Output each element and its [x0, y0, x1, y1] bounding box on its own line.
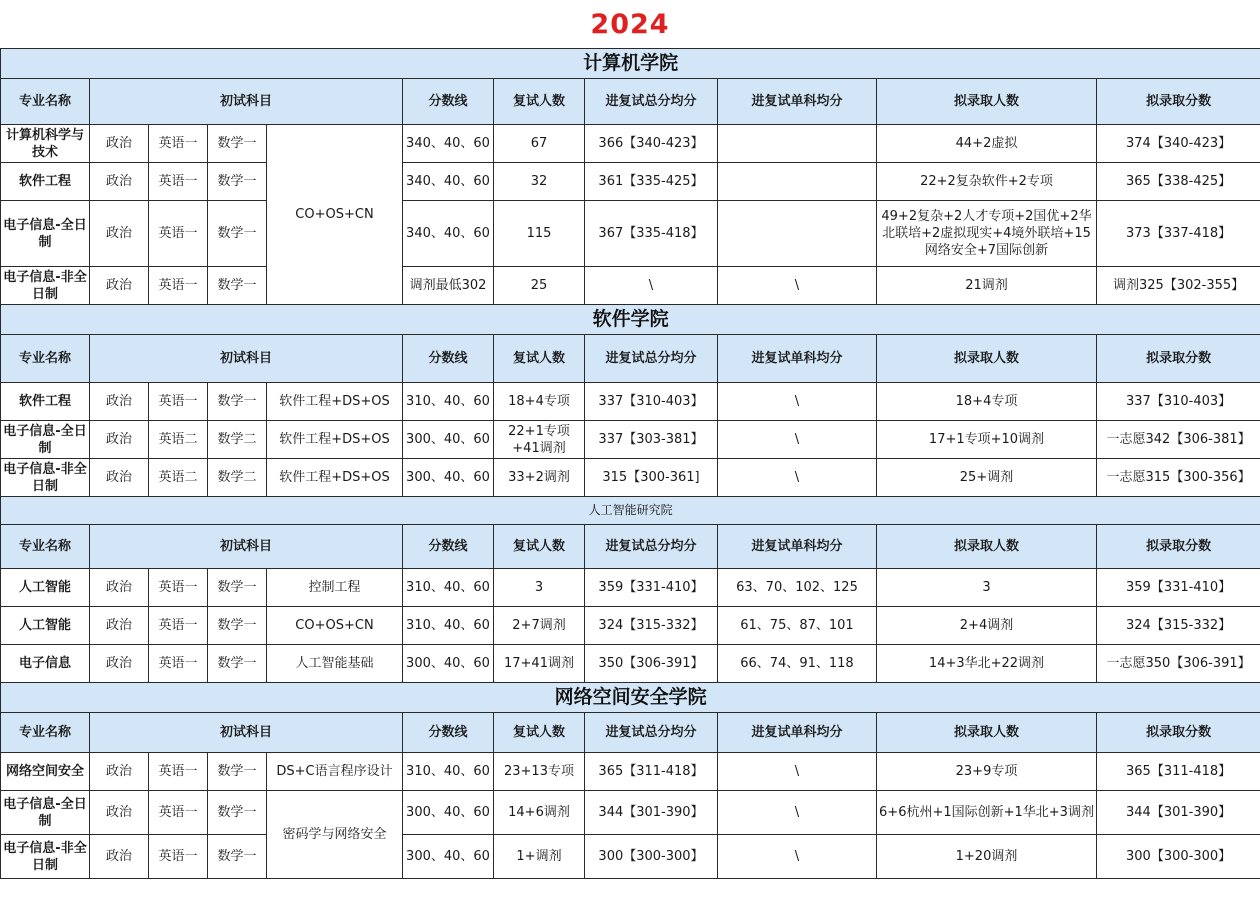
header-retest-avg-single: 进复试单科均分: [718, 335, 877, 383]
cutoff-score: 310、40、60: [403, 383, 494, 421]
header-admit-score: 拟录取分数: [1097, 713, 1260, 753]
header-subjects: 初试科目: [90, 335, 403, 383]
header-retest-avg-total: 进复试总分均分: [585, 713, 718, 753]
table-row: [1, 421, 1260, 459]
subject-politics: 政治: [90, 383, 149, 421]
subject-math: 数学一: [208, 383, 267, 421]
retest-avg-single: 66、74、91、118: [718, 645, 877, 683]
admit-count: 17+1专项+10调剂: [877, 421, 1097, 459]
header-cutoff: 分数线: [403, 79, 494, 125]
admit-score: 324【315-332】: [1097, 607, 1260, 645]
subject-math: 数学一: [208, 607, 267, 645]
retest-count: 1+调剂: [494, 835, 585, 879]
retest-count: 3: [494, 569, 585, 607]
retest-avg-total: 366【340-423】: [585, 125, 718, 163]
major-name: 电子信息-非全日制: [1, 835, 90, 879]
table-row: [1, 459, 1260, 497]
admit-score: 359【331-410】: [1097, 569, 1260, 607]
header-retest-avg-total: 进复试总分均分: [585, 79, 718, 125]
header-cutoff: 分数线: [403, 525, 494, 569]
subject-english: 英语一: [149, 163, 208, 201]
retest-count: 115: [494, 201, 585, 267]
admit-count: 18+4专项: [877, 383, 1097, 421]
subject-math: 数学一: [208, 791, 267, 835]
admit-count: 23+9专项: [877, 753, 1097, 791]
subject-politics: 政治: [90, 645, 149, 683]
admission-table: [0, 48, 1260, 879]
table-row: [1, 125, 1260, 163]
subject-professional: 软件工程+DS+OS: [267, 459, 403, 497]
cutoff-score: 300、40、60: [403, 835, 494, 879]
table-row: [1, 753, 1260, 791]
subject-professional: CO+OS+CN: [267, 607, 403, 645]
table-row: [1, 645, 1260, 683]
cutoff-score: 310、40、60: [403, 607, 494, 645]
header-cutoff: 分数线: [403, 335, 494, 383]
admit-count: 1+20调剂: [877, 835, 1097, 879]
major-name: 人工智能: [1, 569, 90, 607]
table-row: [1, 607, 1260, 645]
subject-english: 英语一: [149, 125, 208, 163]
subject-politics: 政治: [90, 421, 149, 459]
retest-avg-total: 367【335-418】: [585, 201, 718, 267]
subject-politics: 政治: [90, 835, 149, 879]
retest-avg-single: \: [718, 835, 877, 879]
cutoff-score: 310、40、60: [403, 753, 494, 791]
subject-politics: 政治: [90, 163, 149, 201]
subject-math: 数学一: [208, 645, 267, 683]
subject-politics: 政治: [90, 267, 149, 305]
header-major: 专业名称: [1, 335, 90, 383]
page-title: 2024: [590, 8, 670, 40]
subject-math: 数学一: [208, 753, 267, 791]
major-name: 软件工程: [1, 163, 90, 201]
section-title: 软件学院: [1, 305, 1260, 335]
major-name: 电子信息-非全日制: [1, 459, 90, 497]
admit-count: 25+调剂: [877, 459, 1097, 497]
subject-politics: 政治: [90, 125, 149, 163]
cutoff-score: 340、40、60: [403, 163, 494, 201]
retest-avg-total: 337【310-403】: [585, 383, 718, 421]
retest-avg-total: 337【303-381】: [585, 421, 718, 459]
header-retest-avg-single: 进复试单科均分: [718, 79, 877, 125]
admit-count: 6+6杭州+1国际创新+1华北+3调剂: [877, 791, 1097, 835]
subject-english: 英语一: [149, 383, 208, 421]
cutoff-score: 340、40、60: [403, 125, 494, 163]
section-title: 网络空间安全学院: [1, 683, 1260, 713]
admit-score: 一志愿342【306-381】: [1097, 421, 1260, 459]
header-admit-count: 拟录取人数: [877, 525, 1097, 569]
header-admit-count: 拟录取人数: [877, 335, 1097, 383]
header-subjects: 初试科目: [90, 713, 403, 753]
table-row: [1, 267, 1260, 305]
cutoff-score: 310、40、60: [403, 569, 494, 607]
subject-politics: 政治: [90, 459, 149, 497]
admit-score: 374【340-423】: [1097, 125, 1260, 163]
header-admit-count: 拟录取人数: [877, 713, 1097, 753]
header-admit-score: 拟录取分数: [1097, 79, 1260, 125]
admit-score: 373【337-418】: [1097, 201, 1260, 267]
retest-avg-total: 350【306-391】: [585, 645, 718, 683]
admit-count: 21调剂: [877, 267, 1097, 305]
admit-score: 365【338-425】: [1097, 163, 1260, 201]
retest-count: 67: [494, 125, 585, 163]
header-retest-count: 复试人数: [494, 713, 585, 753]
retest-count: 2+7调剂: [494, 607, 585, 645]
retest-count: 22+1专项+41调剂: [494, 421, 585, 459]
retest-count: 23+13专项: [494, 753, 585, 791]
admit-count: 2+4调剂: [877, 607, 1097, 645]
admit-score: 365【311-418】: [1097, 753, 1260, 791]
section-title-row: [1, 305, 1260, 335]
table-row: [1, 383, 1260, 421]
major-name: 电子信息-非全日制: [1, 267, 90, 305]
cutoff-score: 300、40、60: [403, 791, 494, 835]
cutoff-score: 340、40、60: [403, 201, 494, 267]
subject-math: 数学二: [208, 459, 267, 497]
subject-english: 英语一: [149, 753, 208, 791]
retest-avg-single: [718, 163, 877, 201]
retest-count: 32: [494, 163, 585, 201]
subject-english: 英语二: [149, 459, 208, 497]
header-row: [1, 335, 1260, 383]
retest-count: 18+4专项: [494, 383, 585, 421]
subject-professional: CO+OS+CN: [267, 125, 403, 305]
subject-politics: 政治: [90, 201, 149, 267]
admit-score: 337【310-403】: [1097, 383, 1260, 421]
header-subjects: 初试科目: [90, 79, 403, 125]
retest-avg-single: \: [718, 753, 877, 791]
major-name: 电子信息-全日制: [1, 791, 90, 835]
title-bar: [0, 0, 1260, 48]
retest-avg-total: \: [585, 267, 718, 305]
subject-english: 英语一: [149, 267, 208, 305]
major-name: 网络空间安全: [1, 753, 90, 791]
retest-avg-total: 300【300-300】: [585, 835, 718, 879]
header-row: [1, 713, 1260, 753]
header-row: [1, 525, 1260, 569]
header-admit-score: 拟录取分数: [1097, 525, 1260, 569]
subject-politics: 政治: [90, 791, 149, 835]
retest-avg-single: \: [718, 791, 877, 835]
subject-english: 英语一: [149, 569, 208, 607]
admit-count: 3: [877, 569, 1097, 607]
table-row: [1, 163, 1260, 201]
subject-math: 数学一: [208, 835, 267, 879]
admit-count: 14+3华北+22调剂: [877, 645, 1097, 683]
retest-avg-single: [718, 201, 877, 267]
subject-professional: 密码学与网络安全: [267, 791, 403, 879]
table-row: [1, 835, 1260, 879]
admit-count: 44+2虚拟: [877, 125, 1097, 163]
retest-avg-total: 344【301-390】: [585, 791, 718, 835]
cutoff-score: 300、40、60: [403, 421, 494, 459]
header-retest-avg-single: 进复试单科均分: [718, 525, 877, 569]
admit-count: 49+2复杂+2人才专项+2国优+2华北联培+2虚拟现实+4境外联培+15网络安全+7国际创新: [877, 201, 1097, 267]
subject-math: 数学一: [208, 569, 267, 607]
major-name: 软件工程: [1, 383, 90, 421]
header-retest-avg-total: 进复试总分均分: [585, 335, 718, 383]
header-major: 专业名称: [1, 525, 90, 569]
header-retest-count: 复试人数: [494, 79, 585, 125]
subject-politics: 政治: [90, 607, 149, 645]
header-row: [1, 79, 1260, 125]
section-title-row: [1, 497, 1260, 525]
header-retest-avg-single: 进复试单科均分: [718, 713, 877, 753]
header-cutoff: 分数线: [403, 713, 494, 753]
subject-professional: DS+C语言程序设计: [267, 753, 403, 791]
retest-avg-single: \: [718, 267, 877, 305]
retest-count: 33+2调剂: [494, 459, 585, 497]
subject-math: 数学一: [208, 267, 267, 305]
admit-score: 调剂325【302-355】: [1097, 267, 1260, 305]
retest-avg-single: [718, 125, 877, 163]
subject-math: 数学二: [208, 421, 267, 459]
admit-score: 344【301-390】: [1097, 791, 1260, 835]
section-title-row: [1, 49, 1260, 79]
subject-math: 数学一: [208, 163, 267, 201]
section-title-row: [1, 683, 1260, 713]
section-title: 人工智能研究院: [1, 497, 1260, 525]
header-retest-count: 复试人数: [494, 525, 585, 569]
table-row: [1, 569, 1260, 607]
subject-english: 英语一: [149, 607, 208, 645]
header-major: 专业名称: [1, 713, 90, 753]
subject-professional: 控制工程: [267, 569, 403, 607]
retest-count: 17+41调剂: [494, 645, 585, 683]
retest-avg-total: 315【300-361]: [585, 459, 718, 497]
header-retest-count: 复试人数: [494, 335, 585, 383]
table-row: [1, 791, 1260, 835]
subject-english: 英语一: [149, 201, 208, 267]
retest-avg-single: 63、70、102、125: [718, 569, 877, 607]
retest-avg-total: 361【335-425】: [585, 163, 718, 201]
retest-avg-single: \: [718, 383, 877, 421]
retest-avg-total: 365【311-418】: [585, 753, 718, 791]
cutoff-score: 调剂最低302: [403, 267, 494, 305]
subject-professional: 人工智能基础: [267, 645, 403, 683]
subject-english: 英语一: [149, 791, 208, 835]
subject-english: 英语一: [149, 645, 208, 683]
retest-avg-single: \: [718, 421, 877, 459]
retest-count: 14+6调剂: [494, 791, 585, 835]
major-name: 电子信息-全日制: [1, 421, 90, 459]
cutoff-score: 300、40、60: [403, 459, 494, 497]
subject-math: 数学一: [208, 201, 267, 267]
subject-professional: 软件工程+DS+OS: [267, 421, 403, 459]
subject-english: 英语一: [149, 835, 208, 879]
header-admit-score: 拟录取分数: [1097, 335, 1260, 383]
major-name: 电子信息: [1, 645, 90, 683]
retest-avg-total: 359【331-410】: [585, 569, 718, 607]
header-admit-count: 拟录取人数: [877, 79, 1097, 125]
table-row: [1, 201, 1260, 267]
subject-politics: 政治: [90, 753, 149, 791]
cutoff-score: 300、40、60: [403, 645, 494, 683]
admit-score: 300【300-300】: [1097, 835, 1260, 879]
retest-avg-single: \: [718, 459, 877, 497]
admit-score: 一志愿350【306-391】: [1097, 645, 1260, 683]
subject-politics: 政治: [90, 569, 149, 607]
subject-professional: 软件工程+DS+OS: [267, 383, 403, 421]
major-name: 电子信息-全日制: [1, 201, 90, 267]
admit-count: 22+2复杂软件+2专项: [877, 163, 1097, 201]
section-title: 计算机学院: [1, 49, 1260, 79]
header-subjects: 初试科目: [90, 525, 403, 569]
retest-avg-total: 324【315-332】: [585, 607, 718, 645]
major-name: 人工智能: [1, 607, 90, 645]
admit-score: 一志愿315【300-356】: [1097, 459, 1260, 497]
major-name: 计算机科学与技术: [1, 125, 90, 163]
subject-english: 英语二: [149, 421, 208, 459]
retest-avg-single: 61、75、87、101: [718, 607, 877, 645]
retest-count: 25: [494, 267, 585, 305]
header-major: 专业名称: [1, 79, 90, 125]
subject-math: 数学一: [208, 125, 267, 163]
header-retest-avg-total: 进复试总分均分: [585, 525, 718, 569]
